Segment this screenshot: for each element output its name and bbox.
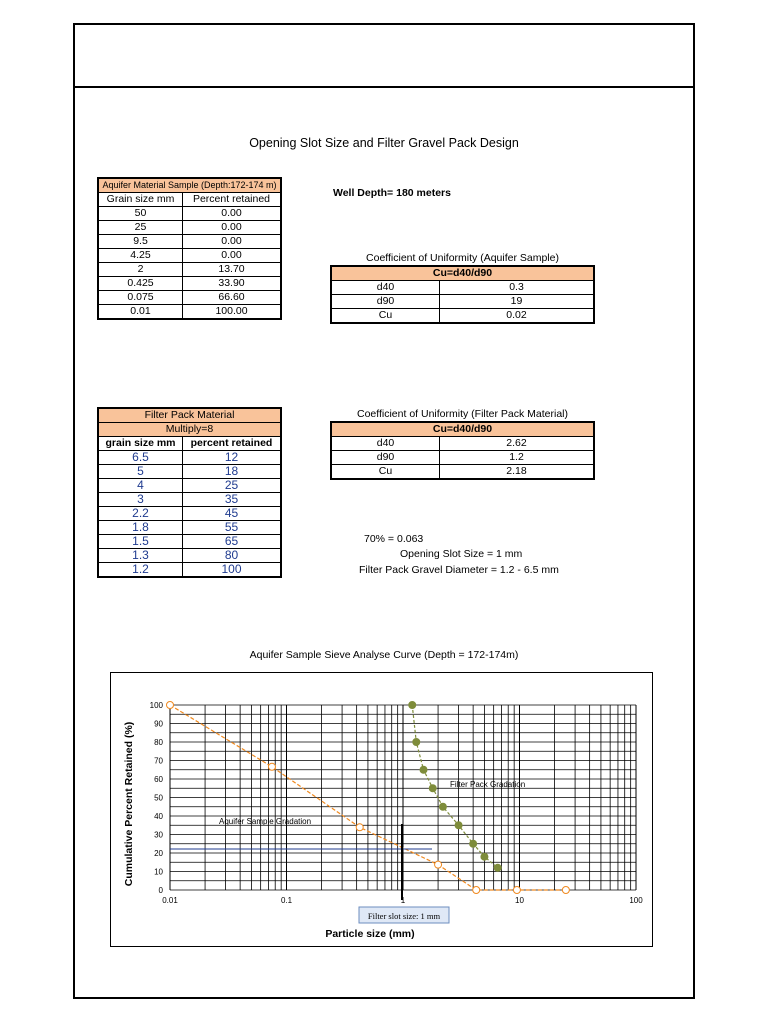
filter-table-row: [98, 451, 281, 465]
filter-table-cell: 1.3: [98, 549, 183, 563]
aquifer-annotation: Aquifer Sample Gradation: [219, 817, 312, 826]
y-tick-label: 0: [158, 886, 163, 895]
filter-table-cell: 80: [183, 549, 282, 563]
aquifer-table-cell: 2: [98, 263, 183, 277]
aquifer-table-cell: 0.00: [183, 207, 282, 221]
filter-data-point: [494, 864, 501, 871]
cu-aquifer-row: [331, 295, 594, 309]
filter-table-cell: 1.5: [98, 535, 183, 549]
filter-header-percent: percent retained: [183, 437, 282, 451]
cu-filter-cell: 2.18: [440, 465, 595, 480]
x-tick-label: 100: [629, 896, 643, 905]
filter-table-cell: 3: [98, 493, 183, 507]
cu-filter-cell: Cu: [331, 465, 440, 480]
cu-filter-cell: d90: [331, 451, 440, 465]
filter-data-point: [481, 853, 488, 860]
filter-data-point: [420, 766, 427, 773]
filter-table-row: [98, 465, 281, 479]
filter-table: [97, 407, 282, 578]
slot-label: Filter slot size: 1 mm: [367, 911, 441, 921]
filter-table-cell: 35: [183, 493, 282, 507]
chart-title: Aquifer Sample Sieve Analyse Curve (Depth = 172-174m): [249, 649, 519, 661]
filter-table-cell: 45: [183, 507, 282, 521]
header-divider: [73, 86, 695, 88]
aquifer-table: [97, 177, 282, 320]
cu-aquifer-table: [330, 265, 595, 324]
aquifer-header-grain: Grain size mm: [98, 193, 183, 207]
aquifer-table-cell: 50: [98, 207, 183, 221]
cu-filter-caption: Coefficient of Uniformity (Filter Pack Material): [356, 408, 569, 420]
cu-filter-cell: d40: [331, 437, 440, 451]
cu-filter-cell: 2.62: [440, 437, 595, 451]
aquifer-table-cell: 0.00: [183, 249, 282, 263]
aquifer-table-cell: 25: [98, 221, 183, 235]
aquifer-table-cell: 13.70: [183, 263, 282, 277]
aquifer-table-cell: 33.90: [183, 277, 282, 291]
aquifer-table-row: [98, 277, 281, 291]
y-tick-label: 50: [154, 793, 163, 803]
filter-header-grain: grain size mm: [98, 437, 183, 451]
cu-aquifer-cell: d40: [331, 281, 440, 295]
filter-data-point: [455, 822, 462, 829]
note-70-percent: 70% = 0.063: [364, 533, 424, 545]
filter-table-cell: 65: [183, 535, 282, 549]
aquifer-table-cell: 0.075: [98, 291, 183, 305]
well-depth: Well Depth= 180 meters: [333, 187, 451, 199]
aquifer-data-point: [473, 887, 480, 894]
x-tick-label: 0.01: [162, 896, 178, 905]
cu-filter-row: [331, 437, 594, 451]
filter-table-caption: Filter Pack Material: [98, 408, 281, 423]
cu-filter-table: [330, 421, 595, 480]
filter-data-point: [439, 803, 446, 810]
page-title: Opening Slot Size and Filter Gravel Pack Design: [249, 136, 519, 150]
aquifer-header-percent: Percent retained: [183, 193, 282, 207]
aquifer-data-point: [356, 824, 363, 831]
aquifer-table-cell: 100.00: [183, 305, 282, 320]
aquifer-table-row: [98, 235, 281, 249]
filter-pack-annotation: Filter Pack Gradation: [450, 780, 526, 789]
cu-filter-row: [331, 465, 594, 480]
cu-aquifer-formula: Cu=d40/d90: [331, 266, 594, 281]
aquifer-table-row: [98, 291, 281, 305]
aquifer-table-cell: 9.5: [98, 235, 183, 249]
filter-data-point: [470, 840, 477, 847]
x-tick-label: 10: [515, 896, 524, 905]
filter-table-multiply: Multiply=8: [98, 423, 281, 437]
aquifer-data-point: [268, 763, 275, 770]
y-tick-label: 80: [154, 738, 163, 747]
filter-table-cell: 4: [98, 479, 183, 493]
filter-table-row: [98, 549, 281, 563]
filter-data-point: [413, 739, 420, 746]
aquifer-table-cell: 0.00: [183, 235, 282, 249]
chart-border: [111, 673, 653, 947]
filter-table-cell: 55: [183, 521, 282, 535]
aquifer-data-point: [167, 702, 174, 709]
sieve-chart: [110, 672, 653, 947]
y-tick-label: 70: [154, 756, 163, 766]
cu-aquifer-cell: 0.3: [440, 281, 595, 295]
filter-table-row: [98, 479, 281, 493]
cu-filter-formula: Cu=d40/d90: [331, 422, 594, 437]
y-axis-label: Cumulative Percent Retained (%): [123, 721, 135, 887]
y-tick-label: 90: [154, 719, 163, 729]
cu-aquifer-row: [331, 281, 594, 295]
cu-filter-cell: 1.2: [440, 451, 595, 465]
aquifer-table-cell: 0.00: [183, 221, 282, 235]
filter-table-cell: 1.2: [98, 563, 183, 578]
aquifer-table-row: [98, 305, 281, 320]
aquifer-table-cell: 4.25: [98, 249, 183, 263]
aquifer-table-cell: 0.01: [98, 305, 183, 320]
filter-table-cell: 25: [183, 479, 282, 493]
y-tick-label: 20: [154, 849, 163, 858]
x-tick-label: 1: [400, 896, 406, 905]
note-slot-size: Opening Slot Size = 1 mm: [400, 548, 523, 560]
filter-data-point: [429, 785, 436, 792]
cu-aquifer-cell: 19: [440, 295, 595, 309]
y-tick-label: 30: [154, 830, 163, 840]
filter-table-row: [98, 563, 281, 578]
filter-table-cell: 1.8: [98, 521, 183, 535]
cu-filter-row: [331, 451, 594, 465]
y-tick-label: 40: [154, 812, 163, 821]
aquifer-table-row: [98, 249, 281, 263]
cu-aquifer-cell: 0.02: [440, 309, 595, 324]
filter-table-row: [98, 521, 281, 535]
filter-data-point: [409, 702, 416, 709]
filter-table-cell: 6.5: [98, 451, 183, 465]
aquifer-table-row: [98, 207, 281, 221]
filter-table-row: [98, 535, 281, 549]
y-tick-label: 10: [154, 867, 163, 877]
filter-table-row: [98, 507, 281, 521]
filter-table-cell: 18: [183, 465, 282, 479]
x-axis-label: Particle size (mm): [325, 928, 415, 940]
filter-table-row: [98, 493, 281, 507]
y-tick-label: 60: [154, 775, 163, 784]
aquifer-table-caption: Aquifer Material Sample (Depth:172-174 m): [98, 178, 281, 193]
aquifer-table-cell: 66.60: [183, 291, 282, 305]
y-tick-label: 100: [149, 701, 163, 710]
aquifer-table-row: [98, 221, 281, 235]
x-tick-label: 0.1: [280, 896, 293, 905]
cu-aquifer-caption: Coefficient of Uniformity (Aquifer Sample): [366, 252, 559, 264]
filter-table-cell: 12: [183, 451, 282, 465]
aquifer-data-point: [513, 887, 520, 894]
note-gravel-diameter: Filter Pack Gravel Diameter = 1.2 - 6.5 mm: [359, 564, 559, 576]
cu-aquifer-cell: d90: [331, 295, 440, 309]
filter-table-cell: 100: [183, 563, 282, 578]
cu-aquifer-cell: Cu: [331, 309, 440, 324]
filter-table-cell: 2.2: [98, 507, 183, 521]
aquifer-table-cell: 0.425: [98, 277, 183, 291]
filter-table-cell: 5: [98, 465, 183, 479]
aquifer-table-row: [98, 263, 281, 277]
cu-aquifer-row: [331, 309, 594, 324]
aquifer-data-point: [435, 861, 442, 868]
aquifer-data-point: [562, 887, 569, 894]
